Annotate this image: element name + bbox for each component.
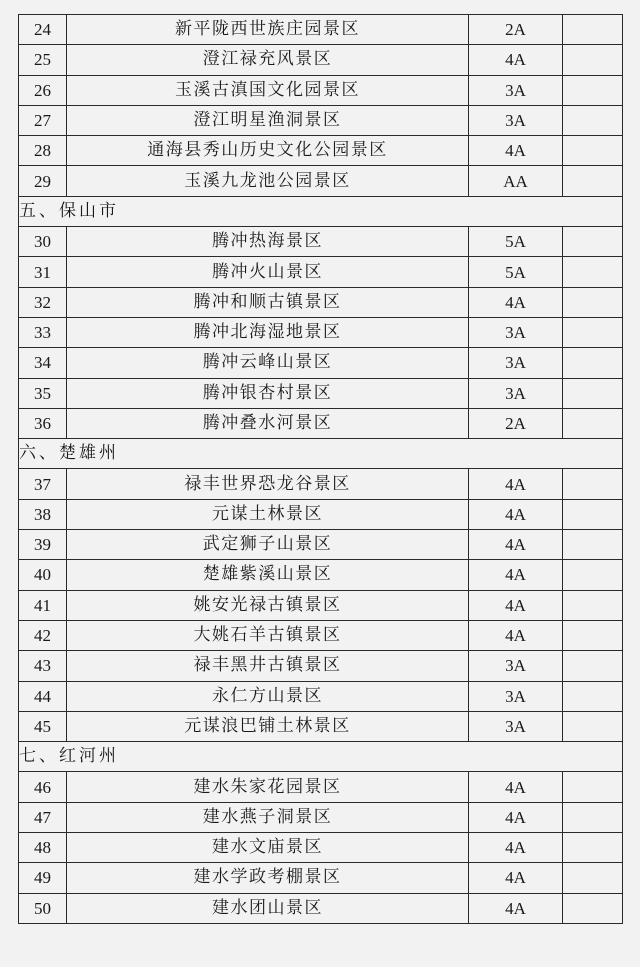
scenic-area-name: 腾冲热海景区 bbox=[67, 227, 469, 257]
row-number: 31 bbox=[19, 257, 67, 287]
grade-level: 4A bbox=[469, 620, 563, 650]
table-row bbox=[19, 378, 623, 408]
row-number: 41 bbox=[19, 590, 67, 620]
grade-level: 4A bbox=[469, 893, 563, 923]
remarks-cell bbox=[563, 136, 623, 166]
scenic-area-name: 大姚石羊古镇景区 bbox=[67, 620, 469, 650]
remarks-cell bbox=[563, 590, 623, 620]
grade-level: 3A bbox=[469, 651, 563, 681]
grade-level: 4A bbox=[469, 560, 563, 590]
scenic-area-name: 元谋浪巴铺土林景区 bbox=[67, 711, 469, 741]
scenic-area-name: 建水团山景区 bbox=[67, 893, 469, 923]
row-number: 50 bbox=[19, 893, 67, 923]
table-row bbox=[19, 560, 623, 590]
table-row bbox=[19, 257, 623, 287]
remarks-cell bbox=[563, 75, 623, 105]
scenic-area-name: 腾冲北海湿地景区 bbox=[67, 317, 469, 347]
grade-level: 3A bbox=[469, 317, 563, 347]
table-row bbox=[19, 863, 623, 893]
row-number: 29 bbox=[19, 166, 67, 196]
row-number: 43 bbox=[19, 651, 67, 681]
scenic-area-name: 建水文庙景区 bbox=[67, 833, 469, 863]
scenic-area-name: 腾冲火山景区 bbox=[67, 257, 469, 287]
row-number: 26 bbox=[19, 75, 67, 105]
table-row bbox=[19, 833, 623, 863]
grade-level: 3A bbox=[469, 378, 563, 408]
remarks-cell bbox=[563, 348, 623, 378]
scenic-area-name: 禄丰黑井古镇景区 bbox=[67, 651, 469, 681]
remarks-cell bbox=[563, 378, 623, 408]
remarks-cell bbox=[563, 681, 623, 711]
table-row bbox=[19, 317, 623, 347]
row-number: 48 bbox=[19, 833, 67, 863]
grade-level: 5A bbox=[469, 257, 563, 287]
row-number: 35 bbox=[19, 378, 67, 408]
grade-level: 4A bbox=[469, 863, 563, 893]
scenic-area-table bbox=[18, 14, 623, 924]
grade-level: 4A bbox=[469, 287, 563, 317]
remarks-cell bbox=[563, 833, 623, 863]
remarks-cell bbox=[563, 863, 623, 893]
scenic-area-name: 禄丰世界恐龙谷景区 bbox=[67, 469, 469, 499]
row-number: 37 bbox=[19, 469, 67, 499]
grade-level: 4A bbox=[469, 590, 563, 620]
table-row bbox=[19, 620, 623, 650]
row-number: 40 bbox=[19, 560, 67, 590]
grade-level: 4A bbox=[469, 772, 563, 802]
remarks-cell bbox=[563, 711, 623, 741]
table-row bbox=[19, 590, 623, 620]
grade-level: 3A bbox=[469, 75, 563, 105]
remarks-cell bbox=[563, 105, 623, 135]
table-row bbox=[19, 105, 623, 135]
row-number: 39 bbox=[19, 530, 67, 560]
remarks-cell bbox=[563, 45, 623, 75]
table-row bbox=[19, 893, 623, 923]
grade-level: 2A bbox=[469, 15, 563, 45]
section-header-row bbox=[19, 196, 623, 226]
scenic-area-name: 建水燕子洞景区 bbox=[67, 802, 469, 832]
row-number: 33 bbox=[19, 317, 67, 347]
grade-level: 2A bbox=[469, 408, 563, 438]
scenic-area-name: 腾冲叠水河景区 bbox=[67, 408, 469, 438]
scenic-area-name: 腾冲云峰山景区 bbox=[67, 348, 469, 378]
scenic-area-name: 楚雄紫溪山景区 bbox=[67, 560, 469, 590]
section-header-row bbox=[19, 439, 623, 469]
row-number: 47 bbox=[19, 802, 67, 832]
table-row bbox=[19, 408, 623, 438]
grade-level: 4A bbox=[469, 45, 563, 75]
scenic-area-name: 姚安光禄古镇景区 bbox=[67, 590, 469, 620]
table-body bbox=[19, 15, 623, 924]
remarks-cell bbox=[563, 530, 623, 560]
scenic-area-name: 玉溪古滇国文化园景区 bbox=[67, 75, 469, 105]
row-number: 44 bbox=[19, 681, 67, 711]
row-number: 30 bbox=[19, 227, 67, 257]
row-number: 38 bbox=[19, 499, 67, 529]
grade-level: 3A bbox=[469, 711, 563, 741]
grade-level: 4A bbox=[469, 833, 563, 863]
table-row bbox=[19, 651, 623, 681]
scenic-area-name: 澄江禄充风景区 bbox=[67, 45, 469, 75]
table-row bbox=[19, 15, 623, 45]
grade-level: 4A bbox=[469, 469, 563, 499]
table-row bbox=[19, 348, 623, 378]
remarks-cell bbox=[563, 408, 623, 438]
scenic-area-name: 建水朱家花园景区 bbox=[67, 772, 469, 802]
remarks-cell bbox=[563, 469, 623, 499]
scenic-area-name: 玉溪九龙池公园景区 bbox=[67, 166, 469, 196]
remarks-cell bbox=[563, 802, 623, 832]
scenic-area-name: 建水学政考棚景区 bbox=[67, 863, 469, 893]
row-number: 49 bbox=[19, 863, 67, 893]
row-number: 42 bbox=[19, 620, 67, 650]
grade-level: 3A bbox=[469, 105, 563, 135]
remarks-cell bbox=[563, 227, 623, 257]
grade-level: 4A bbox=[469, 499, 563, 529]
remarks-cell bbox=[563, 287, 623, 317]
scenic-area-name: 通海县秀山历史文化公园景区 bbox=[67, 136, 469, 166]
table-row bbox=[19, 136, 623, 166]
row-number: 27 bbox=[19, 105, 67, 135]
table-row bbox=[19, 287, 623, 317]
section-header-row bbox=[19, 742, 623, 772]
remarks-cell bbox=[563, 499, 623, 529]
grade-level: 5A bbox=[469, 227, 563, 257]
row-number: 34 bbox=[19, 348, 67, 378]
scenic-area-name: 腾冲和顺古镇景区 bbox=[67, 287, 469, 317]
table-row bbox=[19, 227, 623, 257]
row-number: 46 bbox=[19, 772, 67, 802]
remarks-cell bbox=[563, 15, 623, 45]
row-number: 25 bbox=[19, 45, 67, 75]
scenic-area-name: 新平陇西世族庄园景区 bbox=[67, 15, 469, 45]
table-row bbox=[19, 469, 623, 499]
grade-level: 4A bbox=[469, 802, 563, 832]
table-row bbox=[19, 499, 623, 529]
remarks-cell bbox=[563, 620, 623, 650]
remarks-cell bbox=[563, 893, 623, 923]
grade-level: 3A bbox=[469, 348, 563, 378]
remarks-cell bbox=[563, 257, 623, 287]
table-row bbox=[19, 530, 623, 560]
section-title: 七、红河州 bbox=[19, 742, 623, 772]
grade-level: 3A bbox=[469, 681, 563, 711]
remarks-cell bbox=[563, 166, 623, 196]
remarks-cell bbox=[563, 317, 623, 347]
remarks-cell bbox=[563, 560, 623, 590]
row-number: 24 bbox=[19, 15, 67, 45]
grade-level: 4A bbox=[469, 530, 563, 560]
table-row bbox=[19, 166, 623, 196]
table-row bbox=[19, 75, 623, 105]
grade-level: 4A bbox=[469, 136, 563, 166]
table-row bbox=[19, 772, 623, 802]
row-number: 36 bbox=[19, 408, 67, 438]
row-number: 45 bbox=[19, 711, 67, 741]
remarks-cell bbox=[563, 651, 623, 681]
section-title: 六、楚雄州 bbox=[19, 439, 623, 469]
scenic-area-name: 永仁方山景区 bbox=[67, 681, 469, 711]
row-number: 28 bbox=[19, 136, 67, 166]
row-number: 32 bbox=[19, 287, 67, 317]
scenic-area-name: 澄江明星渔洞景区 bbox=[67, 105, 469, 135]
scenic-area-name: 腾冲银杏村景区 bbox=[67, 378, 469, 408]
grade-level: AA bbox=[469, 166, 563, 196]
table-row bbox=[19, 802, 623, 832]
section-title: 五、保山市 bbox=[19, 196, 623, 226]
scenic-area-name: 元谋土林景区 bbox=[67, 499, 469, 529]
table-row bbox=[19, 711, 623, 741]
table-row bbox=[19, 45, 623, 75]
table-row bbox=[19, 681, 623, 711]
scenic-area-name: 武定狮子山景区 bbox=[67, 530, 469, 560]
remarks-cell bbox=[563, 772, 623, 802]
